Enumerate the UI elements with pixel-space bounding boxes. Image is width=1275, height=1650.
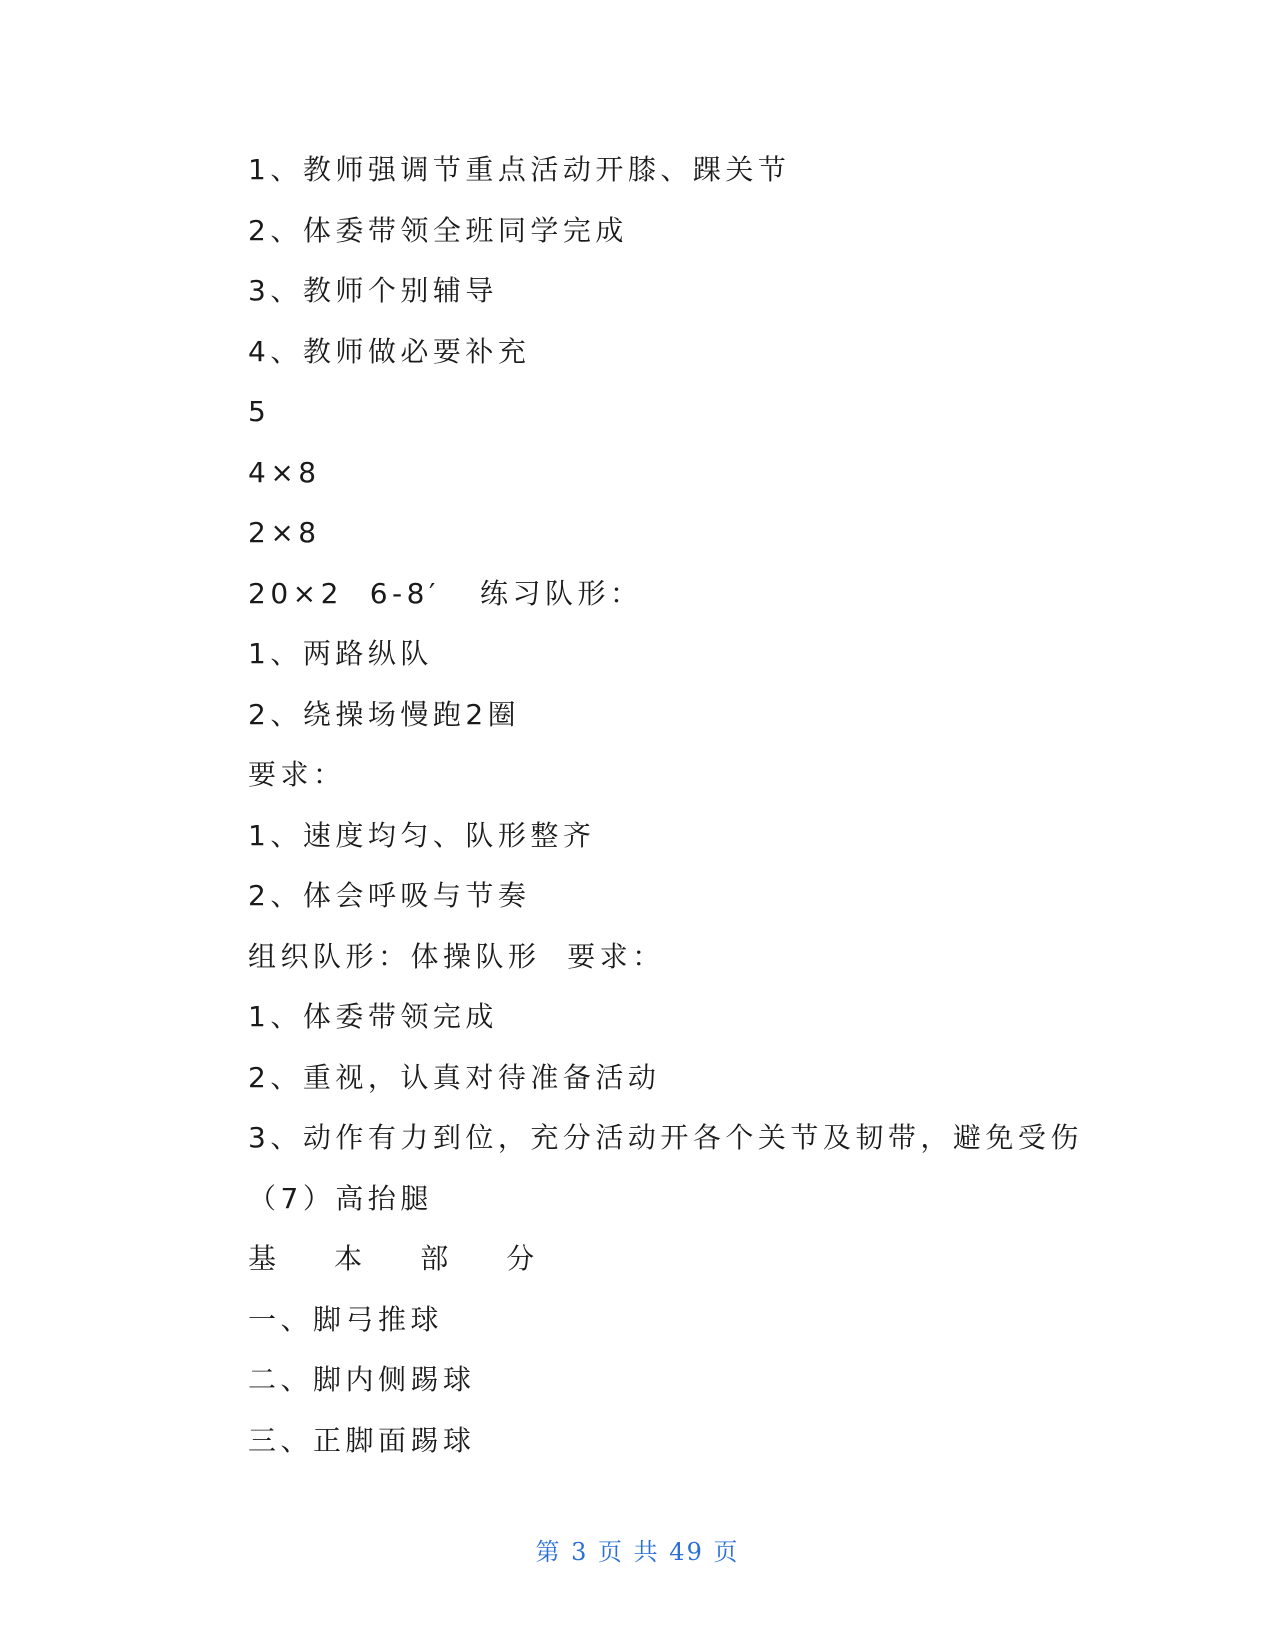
text-line: 一、脚弓推球 — [248, 1302, 444, 1336]
text-line: 3、教师个别辅导 — [248, 274, 498, 307]
text-line: 1、速度均匀、队形整齐 — [248, 818, 596, 852]
text-line: （7）高抬腿 — [248, 1181, 433, 1215]
text-line: 2、重视，认真对待准备活动 — [248, 1060, 661, 1094]
text-line: 4、教师做必要补充 — [248, 334, 531, 368]
text-line: 要求： — [248, 758, 346, 791]
text-line: 组织队形：体操队形 要求： — [248, 939, 665, 973]
text-line: 三、正脚面踢球 — [248, 1423, 476, 1457]
body-text — [248, 148, 1148, 1479]
section-heading: 基 本 部 分 — [248, 1242, 539, 1275]
text-line: 1、体委带领完成 — [248, 1000, 498, 1033]
text-line: 20×2 6-8′ 练习队形： — [248, 576, 643, 610]
page-number-footer: 第 3 页 共 49 页 — [535, 1538, 740, 1566]
text-line: 二、脚内侧踢球 — [248, 1363, 476, 1396]
text-line: 1、两路纵队 — [248, 637, 433, 670]
text-line: 2、体委带领全班同学完成 — [248, 213, 628, 247]
text-line: 2×8 — [248, 516, 321, 549]
text-line: 4×8 — [248, 455, 321, 489]
text-line: 1、教师强调节重点活动开膝、踝关节 — [248, 153, 791, 186]
text-line: 3、动作有力到位，充分活动开各个关节及韧带，避免受伤 — [248, 1121, 1083, 1154]
text-line: 2、体会呼吸与节奏 — [248, 879, 531, 912]
text-line: 5 — [248, 395, 271, 428]
text-line: 2、绕操场慢跑2圈 — [248, 697, 521, 731]
